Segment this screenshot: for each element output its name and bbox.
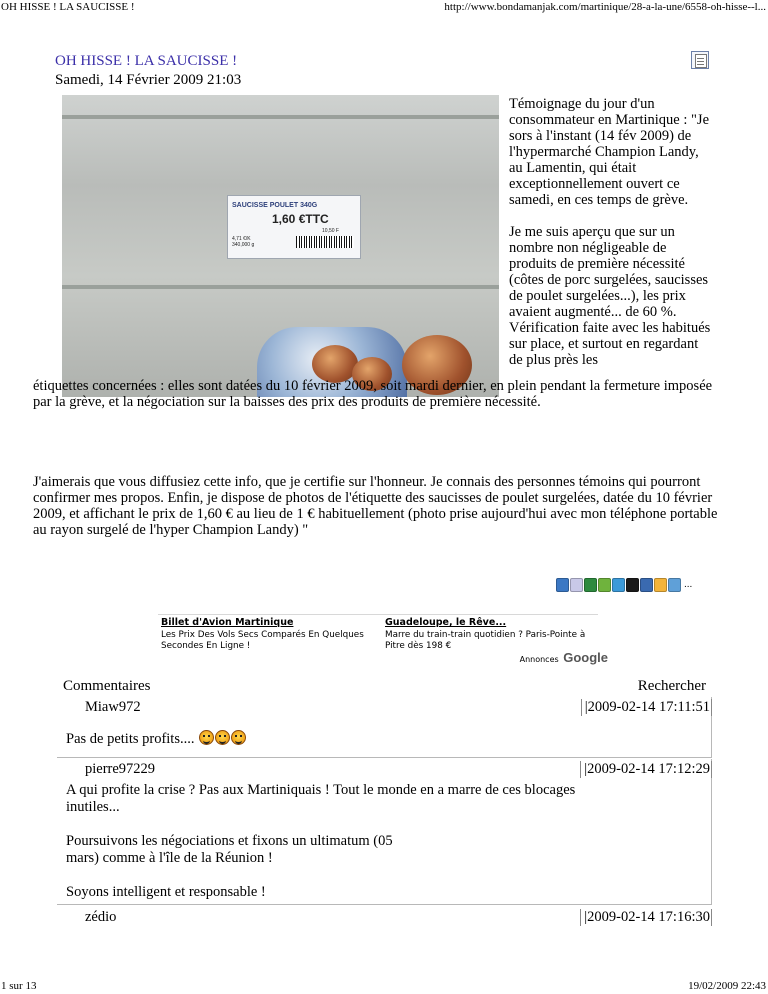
article-photo bbox=[62, 95, 499, 397]
print-header-title: OH HISSE ! LA SAUCISSE ! bbox=[1, 1, 135, 13]
comment-text: Poursuivons les négociations et fixons un ultimatum (05 mars) comme à l'île de la Réunion ! bbox=[66, 833, 393, 866]
shelf-edge bbox=[62, 285, 499, 289]
article-date: Samedi, 14 Février 2009 21:03 bbox=[55, 72, 242, 88]
ads-footer[interactable] bbox=[520, 650, 608, 665]
article-intro-text-2: Je me suis aperçu que sur un nombre non négligeable de produits de première nécessité (côtes de porc surgelées, saucisses de poulet surgelées...), les prix avaient augmenté... de 60 %. Vérification faite avec les habitués sur place, et surtout en regardant de plus près les bbox=[509, 224, 711, 368]
barcode bbox=[296, 236, 354, 248]
share-bar bbox=[556, 578, 692, 594]
comment-header bbox=[57, 697, 712, 719]
search-link[interactable]: Rechercher bbox=[637, 678, 706, 694]
google-bookmark-icon[interactable] bbox=[556, 578, 569, 592]
myspace-icon[interactable] bbox=[598, 578, 611, 592]
windows-live-icon[interactable] bbox=[612, 578, 625, 592]
comment-date: |2009-02-14 17:16:30 bbox=[580, 909, 712, 926]
article-paragraph: J'aimerais que vous diffusiez cette info, que je certifie sur l'honneur. Je connais des personnes témoins qui pourront confirmer mes propos. Enfin, je dispose de photos de l'étiquette des saucisses de poulet surgelées, datée du 10 février 2009, et affichant le prix de 1,60 € au lieu de 1 € habituellement (photo prise aujourd'hui avec mon téléphone portable au rayon surgelé de l'hyper Champion Landy) " bbox=[33, 474, 718, 538]
price-label bbox=[227, 195, 361, 259]
smiley-icon bbox=[231, 730, 246, 745]
comment-body bbox=[66, 782, 586, 901]
comment-body bbox=[66, 730, 246, 748]
ad-text: Les Prix Des Vols Secs Comparés En Quelques Secondes En Ligne ! bbox=[161, 630, 364, 651]
print-timestamp: 19/02/2009 22:43 bbox=[688, 980, 766, 992]
google-ads bbox=[158, 614, 608, 666]
comment-item bbox=[57, 697, 712, 758]
article-intro bbox=[509, 96, 714, 368]
comment-date: |2009-02-14 17:11:51 bbox=[581, 699, 712, 716]
mixx-icon[interactable] bbox=[668, 578, 681, 592]
smiley-icon bbox=[199, 730, 214, 745]
comment-text: A qui profite la crise ? Pas aux Martiniquais ! Tout le monde en a marre de ces blocages inutiles... bbox=[66, 782, 576, 815]
comment-author: zédio bbox=[85, 909, 117, 925]
google-logo: Google bbox=[563, 650, 608, 665]
twitter-icon[interactable] bbox=[654, 578, 667, 592]
comments-heading: Commentaires bbox=[63, 678, 151, 694]
ad-title-link[interactable]: Guadeloupe, le Rêve... bbox=[385, 617, 507, 628]
ads-divider bbox=[158, 614, 598, 615]
article-intro-text: Témoignage du jour d'un consommateur en Martinique : "Je sors à l'instant (14 fév 2009) de l'hypermarché Champion Landy, au Lamentin, qui était exceptionnellement ouvert ce samedi, en ces temps de grève. bbox=[509, 96, 710, 208]
price-label-price: 1,60 €TTC bbox=[272, 212, 329, 226]
price-label-franc: 10,50 F bbox=[322, 228, 339, 234]
ads-label: Annonces bbox=[519, 655, 559, 664]
comment-item bbox=[57, 907, 712, 931]
share-more-link[interactable]: ... bbox=[684, 579, 693, 590]
article-title-link[interactable]: OH HISSE ! LA SAUCISSE ! bbox=[55, 53, 238, 69]
page-count: 1 sur 13 bbox=[1, 980, 37, 992]
ad-text: Marre du train-train quotidien ? Paris-Pointe à Pitre dès 198 € bbox=[385, 630, 586, 651]
print-header-url: http://www.bondamanjak.com/martinique/28-a-la-une/6558-oh-hisse--l... bbox=[444, 1, 766, 13]
ad-item bbox=[161, 617, 381, 652]
comment-header bbox=[57, 907, 712, 929]
article-paragraph: étiquettes concernées : elles sont datées du 10 février 2009, soit mardi dernier, en plein pendant la fermeture imposée par la grève, et la négociation sur la baisses des prix des produits de première nécessité. bbox=[33, 378, 713, 410]
smiley-icon bbox=[215, 730, 230, 745]
comment-date: |2009-02-14 17:12:29 bbox=[580, 761, 712, 778]
comment-item bbox=[57, 759, 712, 905]
digg-icon[interactable] bbox=[640, 578, 653, 592]
comment-text: Soyons intelligent et responsable ! bbox=[66, 884, 266, 900]
ad-title-link[interactable]: Billet d'Avion Martinique bbox=[161, 617, 294, 628]
comment-author: pierre97229 bbox=[85, 761, 156, 777]
price-label-kilo: 4,71 €/K bbox=[232, 236, 251, 242]
stumble-icon[interactable] bbox=[584, 578, 597, 592]
delicious-icon[interactable] bbox=[626, 578, 639, 592]
yahoo-icon[interactable] bbox=[570, 578, 583, 592]
print-icon[interactable] bbox=[691, 51, 709, 69]
comment-text: Pas de petits profits.... bbox=[66, 731, 195, 747]
price-label-details bbox=[232, 236, 254, 248]
comment-author: Miaw972 bbox=[85, 699, 141, 715]
comment-header bbox=[57, 759, 712, 781]
shelf-edge bbox=[62, 115, 499, 119]
price-label-weight: 340,000 g bbox=[232, 242, 255, 248]
price-label-product: SAUCISSE POULET 340G bbox=[232, 202, 318, 209]
ad-item bbox=[385, 617, 605, 652]
